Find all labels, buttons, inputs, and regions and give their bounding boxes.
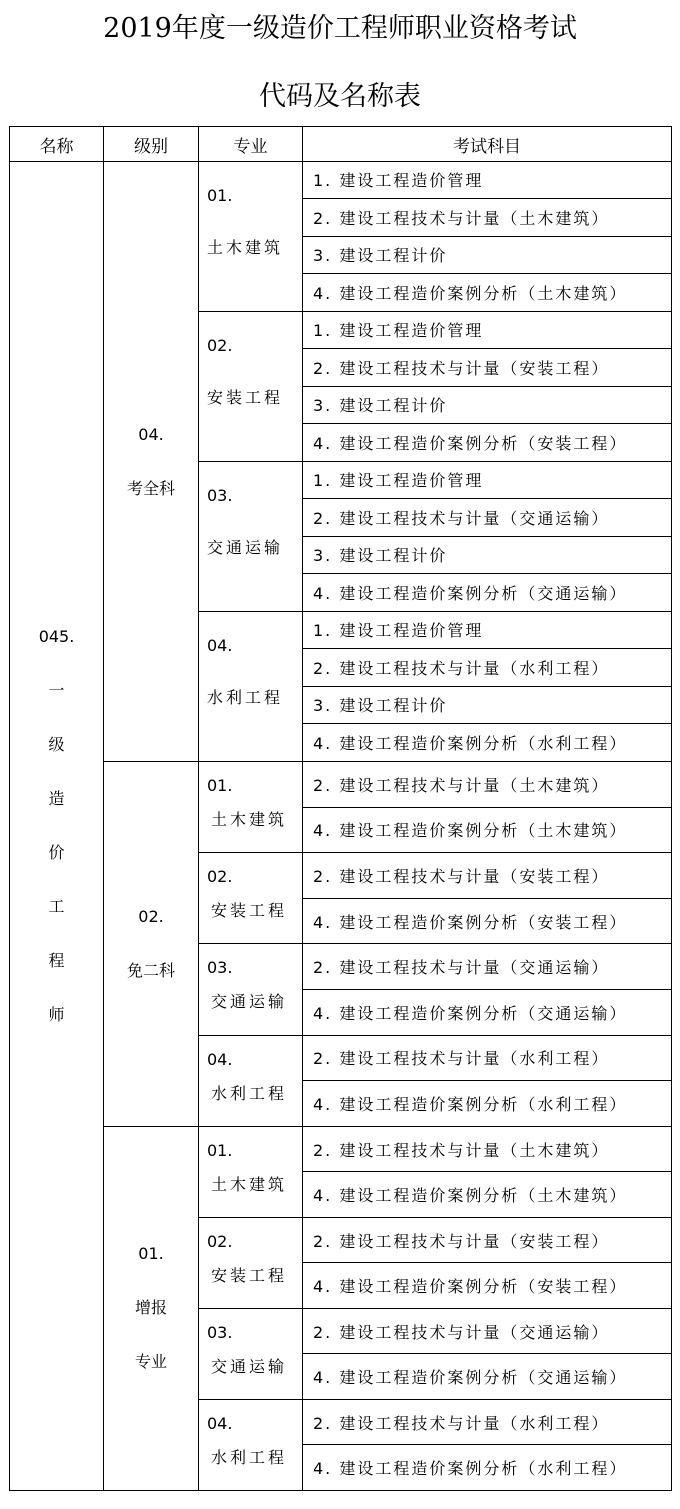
major-cell (199, 1217, 303, 1308)
table-row (10, 1126, 672, 1172)
level-code: 01. (138, 1244, 164, 1264)
subject-cell: 2. 建设工程技术与计量（交通运输） (303, 498, 672, 537)
subject-cell: 4. 建设工程造价案例分析（交通运输） (303, 989, 672, 1035)
subject-cell: 2. 建设工程技术与计量（交通运输） (303, 944, 672, 990)
major-cell (199, 462, 303, 612)
major-cell (199, 762, 303, 853)
name-char: 价 (48, 842, 65, 862)
subject-cell: 4. 建设工程造价案例分析（土木建筑） (303, 807, 672, 853)
major-cell (199, 1308, 303, 1399)
level-label: 免二科 (126, 960, 175, 980)
subject-cell: 4. 建设工程造价案例分析（安装工程） (303, 423, 672, 462)
major-name: 安装工程 (211, 901, 288, 921)
major-code: 02. (207, 867, 233, 887)
subject-cell: 3. 建设工程计价 (303, 237, 672, 274)
subject-cell: 4. 建设工程造价案例分析（水利工程） (303, 1445, 672, 1491)
name-char: 程 (48, 950, 65, 970)
major-name: 安装工程 (207, 388, 284, 407)
subject-cell: 4. 建设工程造价案例分析（交通运输） (303, 573, 672, 612)
major-name: 水利工程 (211, 1447, 288, 1467)
subject-cell: 4. 建设工程造价案例分析（水利工程） (303, 1081, 672, 1127)
subject-cell: 4. 建设工程造价案例分析（安装工程） (303, 1263, 672, 1309)
subject-cell: 1. 建设工程造价管理 (303, 612, 672, 649)
major-cell (199, 612, 303, 762)
name-char: 一 (48, 680, 65, 700)
subject-cell: 2. 建设工程技术与计量（安装工程） (303, 853, 672, 899)
subject-cell: 2. 建设工程技术与计量（水利工程） (303, 648, 672, 687)
header-subjects: 考试科目 (303, 127, 672, 162)
major-name: 交通运输 (211, 992, 288, 1012)
level-label: 增报 (134, 1298, 167, 1318)
major-name: 土木建筑 (211, 810, 288, 829)
subject-cell: 2. 建设工程技术与计量（土木建筑） (303, 198, 672, 237)
level-code: 02. (138, 906, 164, 926)
subject-cell: 2. 建设工程技术与计量（水利工程） (303, 1035, 672, 1081)
exam-code-table (9, 126, 672, 1491)
major-name: 交通运输 (211, 1356, 288, 1376)
major-cell (199, 162, 303, 312)
subject-cell: 4. 建设工程造价案例分析（交通运输） (303, 1354, 672, 1400)
major-code: 02. (207, 336, 233, 355)
major-cell (199, 1399, 303, 1490)
major-cell (199, 1126, 303, 1217)
major-cell (199, 1035, 303, 1126)
subject-cell: 1. 建设工程造价管理 (303, 462, 672, 499)
subject-cell: 2. 建设工程技术与计量（安装工程） (303, 348, 672, 387)
name-code: 045. (38, 626, 75, 646)
level-cell (104, 162, 199, 762)
major-code: 01. (207, 1140, 233, 1160)
major-name: 安装工程 (211, 1265, 288, 1285)
major-cell (199, 312, 303, 462)
name-char: 级 (48, 734, 65, 754)
subject-cell: 4. 建设工程造价案例分析（安装工程） (303, 898, 672, 944)
major-code: 01. (207, 186, 233, 205)
major-code: 04. (207, 1049, 233, 1069)
level-code: 04. (138, 424, 164, 444)
subject-cell: 2. 建设工程技术与计量（水利工程） (303, 1399, 672, 1445)
header-major: 专业 (199, 127, 303, 162)
document-subtitle: 代码及名称表 (259, 81, 421, 112)
table-row (10, 762, 672, 808)
subject-cell: 4. 建设工程造价案例分析（水利工程） (303, 723, 672, 762)
subject-cell: 2. 建设工程技术与计量（土木建筑） (303, 1126, 672, 1172)
subject-cell: 2. 建设工程技术与计量（安装工程） (303, 1217, 672, 1263)
name-char: 造 (48, 788, 65, 808)
header-level: 级别 (104, 127, 199, 162)
level-cell (104, 762, 199, 1127)
subject-cell: 3. 建设工程计价 (303, 537, 672, 574)
major-code: 04. (207, 1413, 233, 1433)
major-code: 03. (207, 486, 233, 505)
major-name: 水利工程 (211, 1083, 288, 1103)
subject-cell: 3. 建设工程计价 (303, 387, 672, 424)
major-name: 土木建筑 (207, 238, 284, 257)
major-cell (199, 853, 303, 944)
subject-cell: 4. 建设工程造价案例分析（土木建筑） (303, 1172, 672, 1218)
table-row (10, 162, 672, 199)
name-cell (10, 162, 104, 1491)
level-cell (104, 1126, 199, 1490)
subject-cell: 4. 建设工程造价案例分析（土木建筑） (303, 273, 672, 312)
name-char: 师 (48, 1004, 65, 1024)
major-code: 04. (207, 636, 233, 655)
major-code: 03. (207, 958, 233, 978)
subject-cell: 3. 建设工程计价 (303, 687, 672, 724)
subject-cell: 2. 建设工程技术与计量（土木建筑） (303, 762, 672, 808)
major-code: 02. (207, 1231, 233, 1251)
subject-cell: 2. 建设工程技术与计量（交通运输） (303, 1308, 672, 1354)
document-title: 2019年度一级造价工程师职业资格考试 (103, 13, 577, 44)
major-cell (199, 944, 303, 1035)
level-label: 专业 (134, 1352, 167, 1372)
table-body (10, 162, 672, 1491)
header-name: 名称 (10, 127, 104, 162)
name-char: 工 (48, 896, 65, 916)
major-name: 土木建筑 (211, 1174, 288, 1194)
subject-cell: 1. 建设工程造价管理 (303, 162, 672, 199)
major-code: 01. (207, 776, 233, 795)
major-code: 03. (207, 1322, 233, 1342)
major-name: 水利工程 (207, 688, 284, 707)
level-label: 考全科 (126, 478, 175, 498)
major-name: 交通运输 (207, 538, 284, 557)
subject-cell: 1. 建设工程造价管理 (303, 312, 672, 349)
header-row (10, 127, 672, 162)
